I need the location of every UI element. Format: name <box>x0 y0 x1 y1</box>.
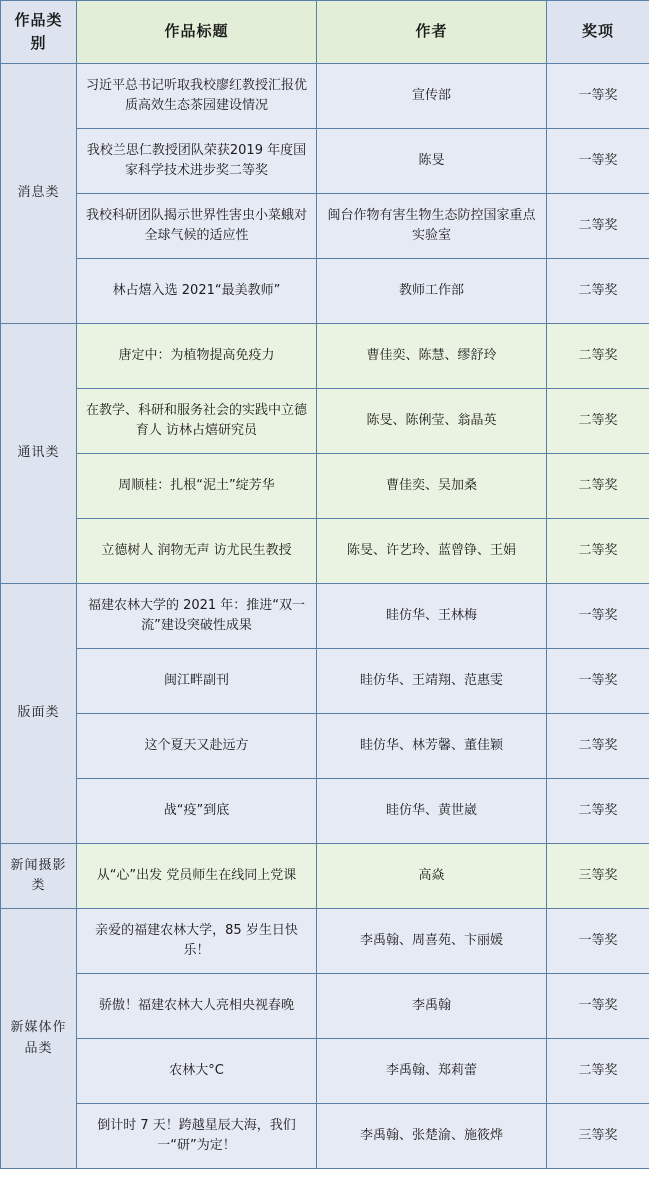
award-cell: 一等奖 <box>547 974 649 1039</box>
work-title-cell: 在教学、科研和服务社会的实践中立德育人 访林占熺研究员 <box>77 389 317 454</box>
author-cell: 陈旻、陈俐莹、翁晶英 <box>317 389 547 454</box>
award-cell: 二等奖 <box>547 324 649 389</box>
award-cell: 二等奖 <box>547 519 649 584</box>
table-header-row <box>1 1 649 64</box>
work-title-cell: 骄傲！福建农林大人亮相央视春晚 <box>77 974 317 1039</box>
table-row <box>1 779 649 844</box>
work-title-cell: 唐定中：为植物提高免疫力 <box>77 324 317 389</box>
table-row <box>1 454 649 519</box>
author-cell: 李禹翰、周喜苑、卞丽媛 <box>317 909 547 974</box>
author-cell: 高焱 <box>317 844 547 909</box>
work-title-cell: 这个夏天又赴远方 <box>77 714 317 779</box>
author-cell: 陈旻 <box>317 129 547 194</box>
table-row <box>1 844 649 909</box>
work-title-cell: 战“疫”到底 <box>77 779 317 844</box>
author-cell: 眭仿华、王靖翔、范惠雯 <box>317 649 547 714</box>
column-header-3: 奖项 <box>547 1 649 64</box>
work-title-cell: 习近平总书记听取我校廖红教授汇报优质高效生态茶园建设情况 <box>77 64 317 129</box>
award-cell: 一等奖 <box>547 129 649 194</box>
work-title-cell: 立德树人 润物无声 访尤民生教授 <box>77 519 317 584</box>
author-cell: 曹佳奕、陈慧、缪舒玲 <box>317 324 547 389</box>
author-cell: 教师工作部 <box>317 259 547 324</box>
author-cell: 闽台作物有害生物生态防控国家重点实验室 <box>317 194 547 259</box>
award-cell: 三等奖 <box>547 844 649 909</box>
category-cell: 新闻摄影类 <box>1 844 77 909</box>
table-row <box>1 324 649 389</box>
work-title-cell: 林占熺入选 2021“最美教师” <box>77 259 317 324</box>
work-title-cell: 亲爱的福建农林大学，85 岁生日快乐！ <box>77 909 317 974</box>
category-cell: 新媒体作品类 <box>1 909 77 1169</box>
author-cell: 李禹翰、张楚渝、施筱烨 <box>317 1104 547 1169</box>
table-row <box>1 909 649 974</box>
award-cell: 二等奖 <box>547 454 649 519</box>
category-cell: 版面类 <box>1 584 77 844</box>
table-row <box>1 1039 649 1104</box>
table-row <box>1 1104 649 1169</box>
table-row <box>1 649 649 714</box>
work-title-cell: 我校兰思仁教授团队荣获2019 年度国家科学技术进步奖二等奖 <box>77 129 317 194</box>
author-cell: 李禹翰 <box>317 974 547 1039</box>
award-cell: 一等奖 <box>547 649 649 714</box>
author-cell: 眭仿华、黄世崴 <box>317 779 547 844</box>
author-cell: 宣传部 <box>317 64 547 129</box>
column-header-2: 作者 <box>317 1 547 64</box>
table-row <box>1 519 649 584</box>
work-title-cell: 周顺桂：扎根“泥土”绽芳华 <box>77 454 317 519</box>
author-cell: 眭仿华、林芳馨、董佳颖 <box>317 714 547 779</box>
table-row <box>1 389 649 454</box>
author-cell: 眭仿华、王林梅 <box>317 584 547 649</box>
work-title-cell: 福建农林大学的 2021 年：推进“双一流”建设突破性成果 <box>77 584 317 649</box>
award-cell: 一等奖 <box>547 64 649 129</box>
award-cell: 一等奖 <box>547 909 649 974</box>
work-title-cell: 从“心”出发 党员师生在线同上党课 <box>77 844 317 909</box>
author-cell: 李禹翰、郑莉蕾 <box>317 1039 547 1104</box>
table-row <box>1 714 649 779</box>
work-title-cell: 倒计时 7 天！跨越星辰大海，我们一“研”为定！ <box>77 1104 317 1169</box>
category-cell: 通讯类 <box>1 324 77 584</box>
author-cell: 陈旻、许艺玲、蓝曾铮、王娟 <box>317 519 547 584</box>
award-cell: 二等奖 <box>547 194 649 259</box>
table-row <box>1 129 649 194</box>
award-cell: 二等奖 <box>547 779 649 844</box>
table-row <box>1 974 649 1039</box>
category-cell: 消息类 <box>1 64 77 324</box>
work-title-cell: 农林大°C <box>77 1039 317 1104</box>
award-cell: 三等奖 <box>547 1104 649 1169</box>
work-title-cell: 闽江畔副刊 <box>77 649 317 714</box>
table-row <box>1 64 649 129</box>
table-row <box>1 584 649 649</box>
work-title-cell: 我校科研团队揭示世界性害虫小菜蛾对全球气候的适应性 <box>77 194 317 259</box>
award-cell: 二等奖 <box>547 259 649 324</box>
table-row <box>1 259 649 324</box>
table-row <box>1 194 649 259</box>
award-cell: 二等奖 <box>547 714 649 779</box>
column-header-1: 作品标题 <box>77 1 317 64</box>
award-cell: 一等奖 <box>547 584 649 649</box>
award-cell: 二等奖 <box>547 1039 649 1104</box>
award-cell: 二等奖 <box>547 389 649 454</box>
column-header-0: 作品类别 <box>1 1 77 64</box>
author-cell: 曹佳奕、吴加桑 <box>317 454 547 519</box>
